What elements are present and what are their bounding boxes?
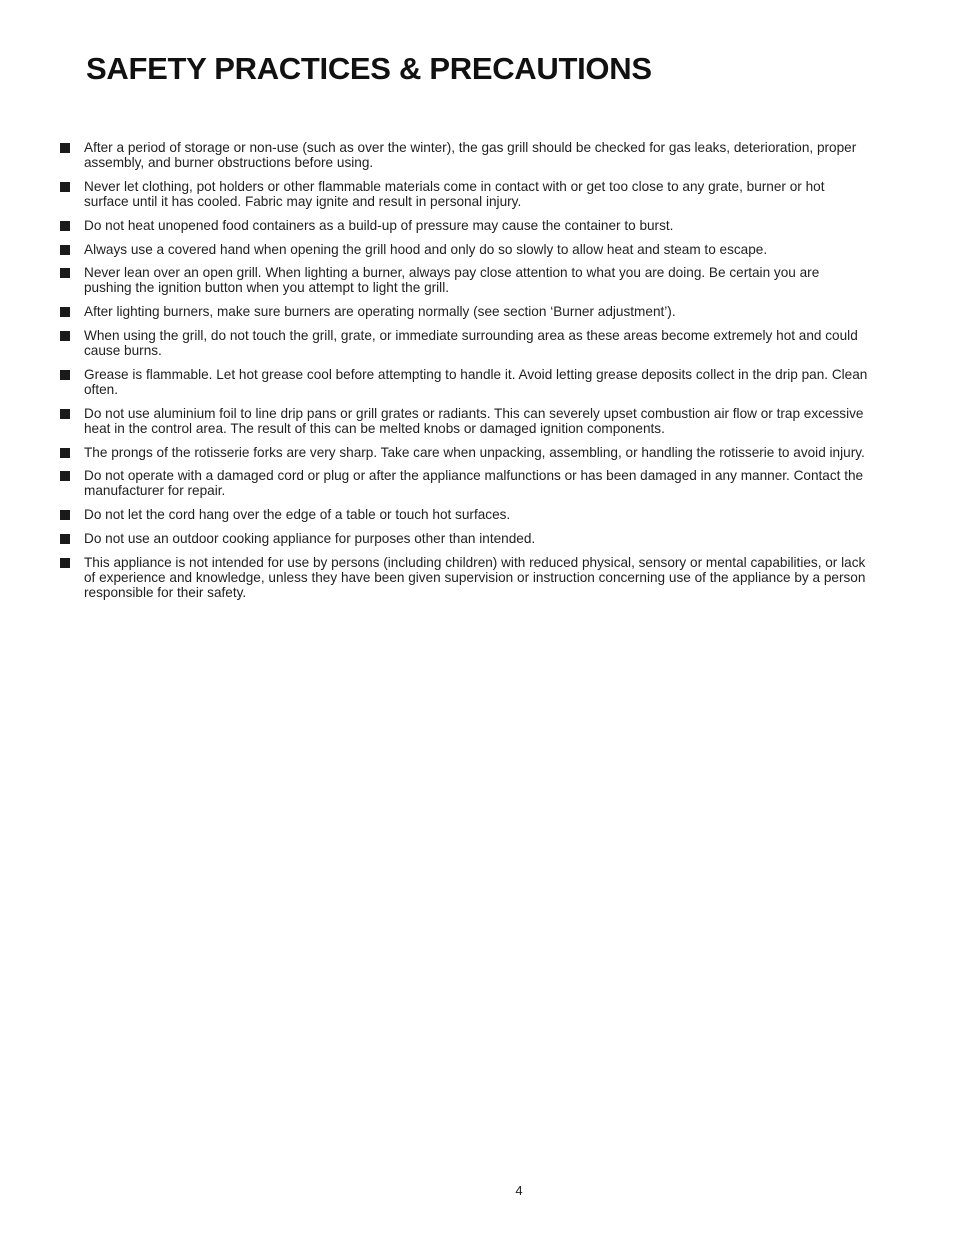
list-item (60, 445, 868, 460)
square-bullet-icon (60, 143, 70, 153)
list-item (60, 367, 868, 397)
list-item (60, 468, 868, 498)
list-item-text: The prongs of the rotisserie forks are very sharp. Take care when unpacking, assembling, or handling the rotisserie to avoid injury. (84, 444, 865, 460)
list-item (60, 531, 868, 546)
square-bullet-icon (60, 534, 70, 544)
list-item-text: When using the grill, do not touch the grill, grate, or immediate surrounding area as these areas become extremely hot and could cause burns. (84, 327, 858, 359)
list-item (60, 140, 868, 170)
page-number: 4 (515, 1183, 523, 1198)
safety-bullet-list (60, 140, 868, 609)
list-item (60, 179, 868, 209)
list-item-text: Do not let the cord hang over the edge of a table or touch hot surfaces. (84, 507, 511, 523)
list-item-text: Always use a covered hand when opening the grill hood and only do so slowly to allow heat and steam to escape. (84, 241, 768, 257)
list-item-text: Grease is flammable. Let hot grease cool before attempting to handle it. Avoid letting grease deposits collect in the drip pan. Clean often. (84, 366, 868, 397)
page-title: SAFETY PRACTICES & PRECAUTIONS (86, 51, 652, 86)
square-bullet-icon (60, 448, 70, 458)
list-item (60, 218, 868, 233)
square-bullet-icon (60, 182, 70, 192)
square-bullet-icon (60, 245, 70, 255)
list-item-text: Never let clothing, pot holders or other flammable materials come in contact with or get too close to any grate, burner or hot surface until it has cooled. Fabric may ignite and result in personal injury. (84, 178, 825, 210)
list-item (60, 265, 868, 295)
list-item-text: Do not operate with a damaged cord or plug or after the appliance malfunctions or has been damaged in any manner. Contact the manufacturer for repair. (84, 468, 864, 499)
list-item-text: Never lean over an open grill. When lighting a burner, always pay close attention to what you are doing. Be certain you are pushing the ignition button when you attempt to light the grill. (84, 265, 820, 296)
square-bullet-icon (60, 307, 70, 317)
square-bullet-icon (60, 510, 70, 520)
square-bullet-icon (60, 268, 70, 278)
square-bullet-icon (60, 558, 70, 568)
square-bullet-icon (60, 370, 70, 380)
list-item (60, 242, 868, 257)
list-item-text: Do not use aluminium foil to line drip pans or grill grates or radiants. This can severely upset combustion air flow or trap excessive heat in the control area. The result of this can be melted knobs or damaged ignition components. (84, 405, 864, 436)
list-item-text: Do not use an outdoor cooking appliance for purposes other than intended. (84, 530, 536, 546)
square-bullet-icon (60, 471, 70, 481)
list-item (60, 304, 868, 319)
list-item-text: After a period of storage or non-use (such as over the winter), the gas grill should be checked for gas leaks, deterioration, proper assembly, and burner obstructions before using. (84, 140, 857, 171)
list-item-text: Do not heat unopened food containers as a build-up of pressure may cause the container to burst. (84, 217, 674, 233)
square-bullet-icon (60, 409, 70, 419)
square-bullet-icon (60, 221, 70, 231)
list-item (60, 555, 868, 601)
list-item-text: After lighting burners, make sure burners are operating normally (see section ‘Burner adjustment’). (84, 304, 676, 320)
square-bullet-icon (60, 331, 70, 341)
list-item (60, 328, 868, 358)
list-item-text: This appliance is not intended for use by persons (including children) with reduced physical, sensory or mental capabilities, or lack of experience and knowledge, unless they have been given supervision or instruction concerning use of the appliance by a person responsible for their safety. (84, 554, 866, 600)
list-item (60, 406, 868, 436)
list-item (60, 507, 868, 522)
